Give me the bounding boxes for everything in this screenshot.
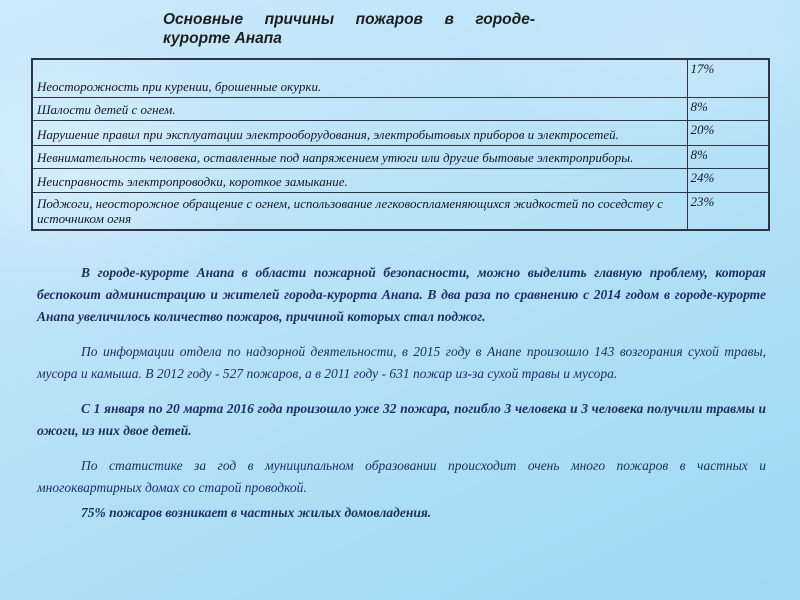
percent-cell: 20% <box>687 120 769 145</box>
table-row-5 <box>32 168 769 192</box>
slide-title <box>163 10 535 48</box>
cause-cell: Поджоги, неосторожное обращение с огнем, использование легковоспламеняющихся жидкостей по соседству с источником огня <box>32 192 687 230</box>
cause-cell: Неосторожность при курении, брошенные окурки. <box>32 59 687 97</box>
cause-cell: Невнимательность человека, оставленные под напряжением утюги или другие бытовые электроприборы. <box>32 145 687 168</box>
percent-cell: 24% <box>687 168 769 192</box>
cause-cell: Неисправность электропроводки, короткое замыкание. <box>32 168 687 192</box>
paragraph-5: 75% пожаров возникает в частных жилых домовладения. <box>81 505 432 520</box>
cause-cell: Шалости детей с огнем. <box>32 97 687 120</box>
table-row-4 <box>32 145 769 168</box>
paragraph-3: С 1 января по 20 марта 2016 года произошло уже 32 пожара, погибло 3 человека и 3 человека получили травмы и ожоги, из них двое детей. <box>37 401 766 438</box>
percent-cell: 23% <box>687 192 769 230</box>
body-text <box>37 262 766 537</box>
table-row-2 <box>32 97 769 120</box>
slide-title-line1: Основные причины пожаров в городе- <box>163 11 535 28</box>
fire-causes-table <box>31 58 770 231</box>
paragraph-4: По статистике за год в муниципальном образовании происходит очень много пожаров в частных и многоквартирных домах со старой проводкой. <box>37 458 766 495</box>
cause-cell: Нарушение правил при эксплуатации электрооборудования, электробытовых приборов и электросетей. <box>32 120 687 145</box>
slide-title-line2: курорте Анапа <box>163 30 282 47</box>
table-row-6 <box>32 192 769 230</box>
paragraph-2: По информации отдела по надзорной деятельности, в 2015 году в Анапе произошло 143 возгорания сухой травы, мусора и камыша. В 2012 году - 527 пожаров, а в 2011 году - 631 пожар из-за сухой травы и мусора. <box>37 344 766 381</box>
percent-cell: 8% <box>687 97 769 120</box>
percent-cell: 17% <box>687 59 769 97</box>
table-row-3 <box>32 120 769 145</box>
paragraph-1: В городе-курорте Анапа в области пожарной безопасности, можно выделить главную проблему, которая беспокоит администрацию и жителей города-курорта Анапа. В два раза по сравнению с 2014 годом в городе-курорте Анапа увеличилось количество пожаров, причиной которых стал поджог. <box>37 265 766 324</box>
table-row-1 <box>32 59 769 97</box>
percent-cell: 8% <box>687 145 769 168</box>
